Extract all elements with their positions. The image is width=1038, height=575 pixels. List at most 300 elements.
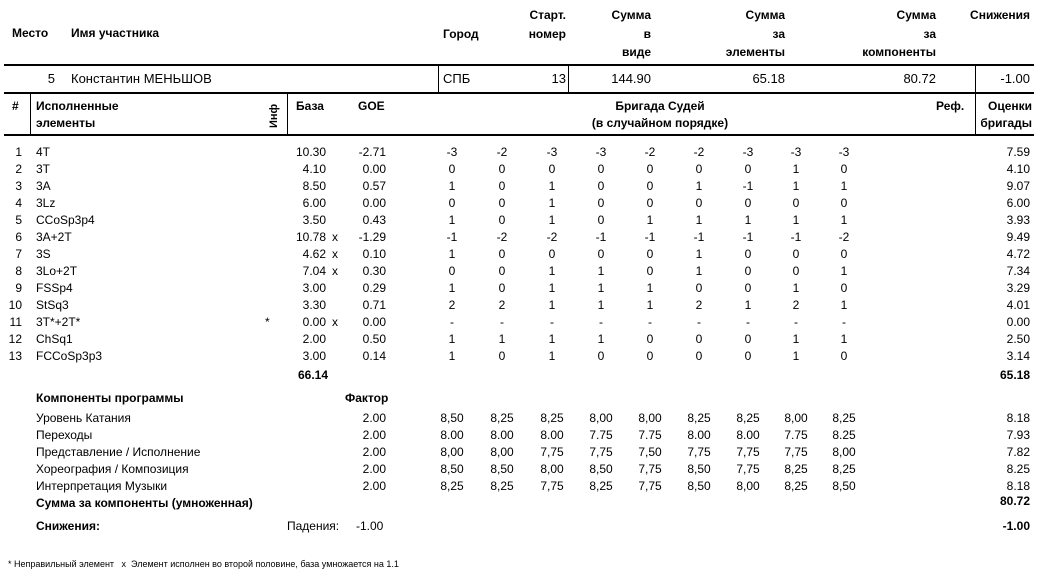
- col-executed-2: элементы: [36, 116, 96, 130]
- element-code: 3S: [36, 247, 51, 261]
- col-panel-2: (в случайном порядке): [591, 116, 729, 130]
- element-num: 7: [15, 247, 22, 261]
- judge-mark: 0: [840, 247, 848, 261]
- element-base: 3.00: [302, 349, 326, 363]
- judge-mark: 8,50: [687, 479, 711, 493]
- judge-mark: 1: [548, 264, 556, 278]
- judge-mark: 8,50: [589, 462, 613, 476]
- element-score: 4.10: [1006, 162, 1030, 176]
- element-goe: 0.00: [362, 196, 386, 210]
- element-x-mark: x: [332, 264, 338, 278]
- judge-mark: 1: [646, 281, 654, 295]
- judge-mark: 0: [792, 196, 800, 210]
- judge-mark: 0: [597, 213, 605, 227]
- skater-elements-total: 65.18: [752, 71, 785, 86]
- judge-mark: 1: [646, 213, 654, 227]
- judge-mark: 0: [498, 196, 506, 210]
- judge-mark: 8,00: [490, 445, 514, 459]
- element-goe: 0.00: [362, 162, 386, 176]
- judge-mark: -1: [644, 230, 656, 244]
- component-name: Уровень Катания: [36, 411, 131, 425]
- judge-mark: 7,75: [687, 445, 711, 459]
- element-base: 8.50: [302, 179, 326, 193]
- col-panel-1: Бригада Судей: [615, 99, 705, 113]
- element-score: 9.49: [1006, 230, 1030, 244]
- element-goe: -1.29: [358, 230, 386, 244]
- name-label: Имя участника: [71, 26, 160, 40]
- judge-mark: -: [550, 315, 554, 329]
- judge-mark: 0: [744, 332, 752, 346]
- judge-mark: 7,75: [589, 445, 613, 459]
- element-code: FSSp4: [36, 281, 73, 295]
- element-goe: 0.10: [362, 247, 386, 261]
- col-scores-2: бригады: [980, 116, 1032, 130]
- judge-mark: 1: [744, 298, 752, 312]
- judge-mark: -1: [790, 230, 802, 244]
- segment-total-label-2: в: [643, 27, 651, 41]
- element-code: FCCoSp3p3: [36, 349, 103, 363]
- judge-mark: 0: [448, 162, 456, 176]
- element-base: 3.30: [302, 298, 326, 312]
- table-row: [0, 179, 1038, 196]
- element-code: 3A: [36, 179, 51, 193]
- element-code: CCoSp3p4: [36, 213, 95, 227]
- component-row: [0, 479, 1038, 496]
- table-row: [0, 349, 1038, 366]
- judge-mark: 0: [695, 196, 703, 210]
- judge-mark: 0: [646, 349, 654, 363]
- component-factor: 2.00: [362, 445, 386, 459]
- judge-mark: 8,50: [832, 479, 856, 493]
- judge-mark: 0: [744, 281, 752, 295]
- component-name: Интерпретация Музыки: [36, 479, 168, 493]
- base-total: 66.14: [297, 368, 328, 382]
- element-score: 9.07: [1006, 179, 1030, 193]
- element-num: 1: [15, 145, 22, 159]
- element-code: 4T: [36, 145, 51, 159]
- elements-total-label-2: за: [772, 27, 785, 41]
- col-executed-1: Исполненные: [36, 99, 119, 113]
- judge-mark: 7.75: [589, 428, 613, 442]
- element-code: 3Lz: [36, 196, 56, 210]
- table-row: [0, 332, 1038, 349]
- component-row: [0, 462, 1038, 479]
- skater-name: Константин МЕНЬШОВ: [71, 71, 212, 86]
- judge-mark: 0: [646, 264, 654, 278]
- judge-mark: 1: [548, 196, 556, 210]
- component-row: [0, 428, 1038, 445]
- judge-mark: 0: [792, 264, 800, 278]
- judge-mark: 1: [498, 332, 506, 346]
- judge-mark: -3: [546, 145, 558, 159]
- element-base: 4.62: [302, 247, 326, 261]
- element-score: 7.59: [1006, 145, 1030, 159]
- judge-mark: -3: [790, 145, 802, 159]
- deductions-row-label: Снижения:: [36, 519, 100, 533]
- judge-mark: 0: [840, 349, 848, 363]
- judge-mark: 8.00: [490, 428, 514, 442]
- judge-mark: 1: [695, 179, 703, 193]
- table-row: [0, 281, 1038, 298]
- judge-mark: 8,50: [687, 462, 711, 476]
- judge-mark: 1: [548, 281, 556, 295]
- judge-mark: 7,75: [638, 462, 662, 476]
- judge-mark: 1: [840, 213, 848, 227]
- elements-total-label-3: элементы: [725, 45, 785, 59]
- judge-mark: 1: [448, 349, 456, 363]
- element-base: 10.78: [295, 230, 326, 244]
- judge-mark: -: [599, 315, 603, 329]
- table-row: [0, 213, 1038, 230]
- element-num: 3: [15, 179, 22, 193]
- col-goe: GOE: [358, 99, 385, 113]
- judge-mark: 1: [840, 179, 848, 193]
- component-factor: 2.00: [362, 411, 386, 425]
- col-num: #: [12, 99, 19, 113]
- skater-segment-total: 144.90: [611, 71, 651, 86]
- judge-mark: 8,25: [736, 411, 760, 425]
- judge-mark: 7,75: [784, 445, 808, 459]
- judge-mark: -1: [446, 230, 458, 244]
- element-num: 5: [15, 213, 22, 227]
- judge-mark: 1: [548, 298, 556, 312]
- judge-mark: 7,75: [736, 445, 760, 459]
- judge-mark: -1: [693, 230, 705, 244]
- city-label: Город: [443, 27, 479, 41]
- segment-total-label-1: Сумма: [611, 8, 651, 22]
- judge-mark: 0: [792, 247, 800, 261]
- judge-mark: 0: [840, 281, 848, 295]
- judge-mark: 1: [840, 298, 848, 312]
- judge-mark: 1: [597, 264, 605, 278]
- judge-mark: 7.75: [784, 428, 808, 442]
- judge-mark: 1: [448, 213, 456, 227]
- element-score: 4.01: [1006, 298, 1030, 312]
- element-code: StSq3: [36, 298, 69, 312]
- judge-mark: -2: [496, 230, 508, 244]
- judge-mark: -3: [742, 145, 754, 159]
- judge-mark: -: [794, 315, 798, 329]
- judge-mark: 1: [548, 332, 556, 346]
- skater-deductions: -1.00: [1000, 71, 1030, 86]
- judge-mark: 8,25: [784, 479, 808, 493]
- judge-mark: 1: [597, 298, 605, 312]
- element-code: 3T: [36, 162, 51, 176]
- element-num: 13: [8, 349, 22, 363]
- judge-mark: 8,25: [589, 479, 613, 493]
- judge-mark: 0: [744, 162, 752, 176]
- table-row: [0, 196, 1038, 213]
- judge-mark: 0: [646, 332, 654, 346]
- element-base: 3.50: [302, 213, 326, 227]
- element-num: 10: [8, 298, 22, 312]
- judge-mark: -1: [595, 230, 607, 244]
- element-score: 2.50: [1006, 332, 1030, 346]
- component-factor: 2.00: [362, 462, 386, 476]
- judge-mark: 0: [646, 247, 654, 261]
- judge-mark: 8,00: [638, 411, 662, 425]
- element-code: 3Lo+2T: [36, 264, 78, 278]
- components-factor-label: Фактор: [345, 391, 389, 405]
- component-score: 7.82: [1006, 445, 1030, 459]
- element-base: 10.30: [295, 145, 326, 159]
- judge-mark: 1: [597, 332, 605, 346]
- judge-mark: 0: [448, 264, 456, 278]
- judge-mark: 8.00: [540, 428, 564, 442]
- judge-mark: 1: [792, 213, 800, 227]
- judge-mark: 2: [792, 298, 800, 312]
- judge-mark: 8,50: [440, 462, 464, 476]
- judge-mark: -3: [446, 145, 458, 159]
- elements-total-label-1: Сумма: [745, 8, 785, 22]
- col-ref: Реф.: [936, 99, 965, 113]
- component-name: Представление / Исполнение: [36, 445, 201, 459]
- element-code: 3A+2T: [36, 230, 72, 244]
- judge-mark: 8.00: [736, 428, 760, 442]
- col-base: База: [296, 99, 324, 113]
- judge-mark: 0: [548, 162, 556, 176]
- element-goe: 0.71: [362, 298, 386, 312]
- table-row: [0, 264, 1038, 281]
- judge-mark: -: [746, 315, 750, 329]
- element-code: 3T*+2T*: [36, 315, 81, 329]
- table-row: [0, 247, 1038, 264]
- judge-mark: 1: [792, 281, 800, 295]
- components-sum: 80.72: [999, 494, 1030, 508]
- element-score: 7.34: [1006, 264, 1030, 278]
- element-goe: 0.00: [362, 315, 386, 329]
- judge-mark: 0: [498, 179, 506, 193]
- judge-mark: 1: [448, 332, 456, 346]
- judge-mark: 7,75: [638, 479, 662, 493]
- judge-mark: 1: [448, 247, 456, 261]
- table-row: [0, 145, 1038, 162]
- components-total-label-3: компоненты: [862, 45, 936, 59]
- element-num: 4: [15, 196, 22, 210]
- table-row: [0, 230, 1038, 247]
- judge-mark: 8,50: [490, 462, 514, 476]
- judge-mark: 8,25: [440, 479, 464, 493]
- component-factor: 2.00: [362, 479, 386, 493]
- judge-mark: 7,50: [638, 445, 662, 459]
- judge-mark: 1: [695, 264, 703, 278]
- judge-mark: 0: [695, 162, 703, 176]
- judge-mark: 0: [840, 162, 848, 176]
- component-score: 8.18: [1006, 479, 1030, 493]
- judge-mark: -2: [644, 145, 656, 159]
- judge-mark: 0: [498, 162, 506, 176]
- element-score: 4.72: [1006, 247, 1030, 261]
- judge-mark: -2: [546, 230, 558, 244]
- judge-mark: 1: [548, 179, 556, 193]
- element-info: *: [265, 315, 270, 329]
- table-row: [0, 298, 1038, 315]
- component-factor: 2.00: [362, 428, 386, 442]
- judge-mark: 8,25: [832, 411, 856, 425]
- footnote: * Неправильный элемент x Элемент исполнен во второй половине, база умножается на 1.1: [8, 559, 399, 569]
- judge-mark: 8,25: [784, 462, 808, 476]
- judge-mark: 0: [498, 264, 506, 278]
- elements-score-total: 65.18: [999, 368, 1030, 382]
- judge-mark: 7,75: [736, 462, 760, 476]
- judge-mark: 8,00: [736, 479, 760, 493]
- component-score: 7.93: [1006, 428, 1030, 442]
- judge-mark: 0: [448, 196, 456, 210]
- judge-mark: -: [648, 315, 652, 329]
- component-name: Переходы: [36, 428, 93, 442]
- judge-mark: 8,00: [440, 445, 464, 459]
- judge-mark: 0: [498, 213, 506, 227]
- element-num: 2: [15, 162, 22, 176]
- deductions-label: Снижения: [970, 8, 1030, 22]
- judge-mark: 0: [498, 349, 506, 363]
- element-goe: 0.30: [362, 264, 386, 278]
- element-num: 11: [9, 315, 22, 329]
- judge-mark: 1: [744, 213, 752, 227]
- judge-mark: 0: [548, 247, 556, 261]
- element-base: 3.00: [302, 281, 326, 295]
- judge-mark: 1: [548, 213, 556, 227]
- element-score: 6.00: [1006, 196, 1030, 210]
- start-no-label-2: номер: [528, 27, 566, 41]
- judge-mark: 1: [840, 264, 848, 278]
- component-row: [0, 445, 1038, 462]
- judge-mark: 8.00: [440, 428, 464, 442]
- judge-mark: 0: [498, 247, 506, 261]
- components-sum-label: Сумма за компоненты (умноженная): [36, 496, 253, 510]
- judge-mark: 8,25: [540, 411, 564, 425]
- element-num: 9: [15, 281, 22, 295]
- judge-mark: 8,00: [540, 462, 564, 476]
- judge-mark: 0: [744, 349, 752, 363]
- judge-mark: 0: [597, 162, 605, 176]
- judge-mark: 0: [597, 179, 605, 193]
- falls-value: -1.00: [356, 519, 384, 533]
- skater-start-no: 13: [551, 71, 566, 86]
- judge-mark: 2: [448, 298, 456, 312]
- element-base: 0.00: [302, 315, 326, 329]
- judge-mark: 1: [448, 179, 456, 193]
- judge-mark: 8,00: [784, 411, 808, 425]
- element-num: 8: [15, 264, 22, 278]
- judge-mark: 1: [792, 179, 800, 193]
- element-x-mark: x: [332, 230, 338, 244]
- judge-mark: -1: [742, 179, 754, 193]
- element-goe: 0.29: [362, 281, 386, 295]
- judge-mark: 1: [646, 298, 654, 312]
- element-score: 0.00: [1006, 315, 1030, 329]
- judge-mark: -3: [838, 145, 850, 159]
- element-score: 3.14: [1006, 349, 1030, 363]
- judge-mark: 1: [548, 349, 556, 363]
- judge-mark: 1: [597, 281, 605, 295]
- judge-mark: 8.25: [832, 428, 856, 442]
- place-label: Место: [12, 26, 49, 40]
- element-score: 3.29: [1006, 281, 1030, 295]
- components-total-label-1: Сумма: [896, 8, 936, 22]
- judge-mark: 0: [695, 281, 703, 295]
- judge-mark: 0: [840, 196, 848, 210]
- element-num: 12: [8, 332, 22, 346]
- judge-mark: 0: [695, 349, 703, 363]
- judge-mark: 2: [695, 298, 703, 312]
- judge-mark: 8,00: [589, 411, 613, 425]
- judge-mark: 1: [792, 162, 800, 176]
- deductions-total: -1.00: [1002, 519, 1030, 533]
- judge-mark: -1: [742, 230, 754, 244]
- element-goe: -2.71: [358, 145, 386, 159]
- element-goe: 0.50: [362, 332, 386, 346]
- judge-mark: -: [697, 315, 701, 329]
- skater-place: 5: [47, 71, 55, 86]
- judge-mark: 0: [597, 349, 605, 363]
- table-row: [0, 162, 1038, 179]
- col-scores-1: Оценки: [987, 99, 1032, 113]
- element-base: 2.00: [302, 332, 326, 346]
- judge-mark: 0: [695, 332, 703, 346]
- element-code: ChSq1: [36, 332, 73, 346]
- judge-mark: -3: [595, 145, 607, 159]
- table-row: [0, 315, 1038, 332]
- judge-mark: 2: [498, 298, 506, 312]
- element-goe: 0.57: [362, 179, 386, 193]
- component-name: Хореография / Композиция: [36, 462, 189, 476]
- element-score: 3.93: [1006, 213, 1030, 227]
- judge-mark: 0: [597, 247, 605, 261]
- skater-components-total: 80.72: [903, 71, 936, 86]
- judge-mark: -: [842, 315, 846, 329]
- start-no-label-1: Старт.: [529, 8, 566, 22]
- element-x-mark: x: [332, 247, 338, 261]
- element-base: 4.10: [302, 162, 326, 176]
- judge-mark: 0: [744, 247, 752, 261]
- judge-mark: 7.75: [638, 428, 662, 442]
- judge-mark: 0: [744, 196, 752, 210]
- judge-mark: 8,25: [490, 479, 514, 493]
- component-row: [0, 411, 1038, 428]
- judge-mark: 8,25: [490, 411, 514, 425]
- judge-mark: 1: [695, 247, 703, 261]
- judge-mark: 0: [646, 162, 654, 176]
- components-title: Компоненты программы: [36, 391, 184, 405]
- judge-mark: 8,25: [832, 462, 856, 476]
- judge-mark: -: [500, 315, 504, 329]
- component-score: 8.25: [1006, 462, 1030, 476]
- judge-mark: 0: [646, 179, 654, 193]
- judge-mark: 1: [695, 213, 703, 227]
- element-num: 6: [15, 230, 22, 244]
- col-info: Инф: [268, 103, 280, 128]
- judge-mark: 8.00: [687, 428, 711, 442]
- judge-mark: -2: [693, 145, 705, 159]
- judge-mark: 8,00: [832, 445, 856, 459]
- segment-total-label-3: виде: [621, 45, 651, 59]
- skater-city: СПБ: [443, 71, 471, 86]
- judge-mark: 1: [792, 332, 800, 346]
- component-score: 8.18: [1006, 411, 1030, 425]
- judge-mark: -: [450, 315, 454, 329]
- judge-mark: 8,25: [687, 411, 711, 425]
- judge-mark: 1: [792, 349, 800, 363]
- judge-mark: 0: [744, 264, 752, 278]
- falls-label: Падения:: [287, 519, 340, 533]
- components-total-label-2: за: [923, 27, 936, 41]
- judge-mark: 7,75: [540, 479, 564, 493]
- judge-mark: 1: [448, 281, 456, 295]
- element-goe: 0.43: [362, 213, 386, 227]
- judge-mark: 1: [840, 332, 848, 346]
- judge-mark: -2: [496, 145, 508, 159]
